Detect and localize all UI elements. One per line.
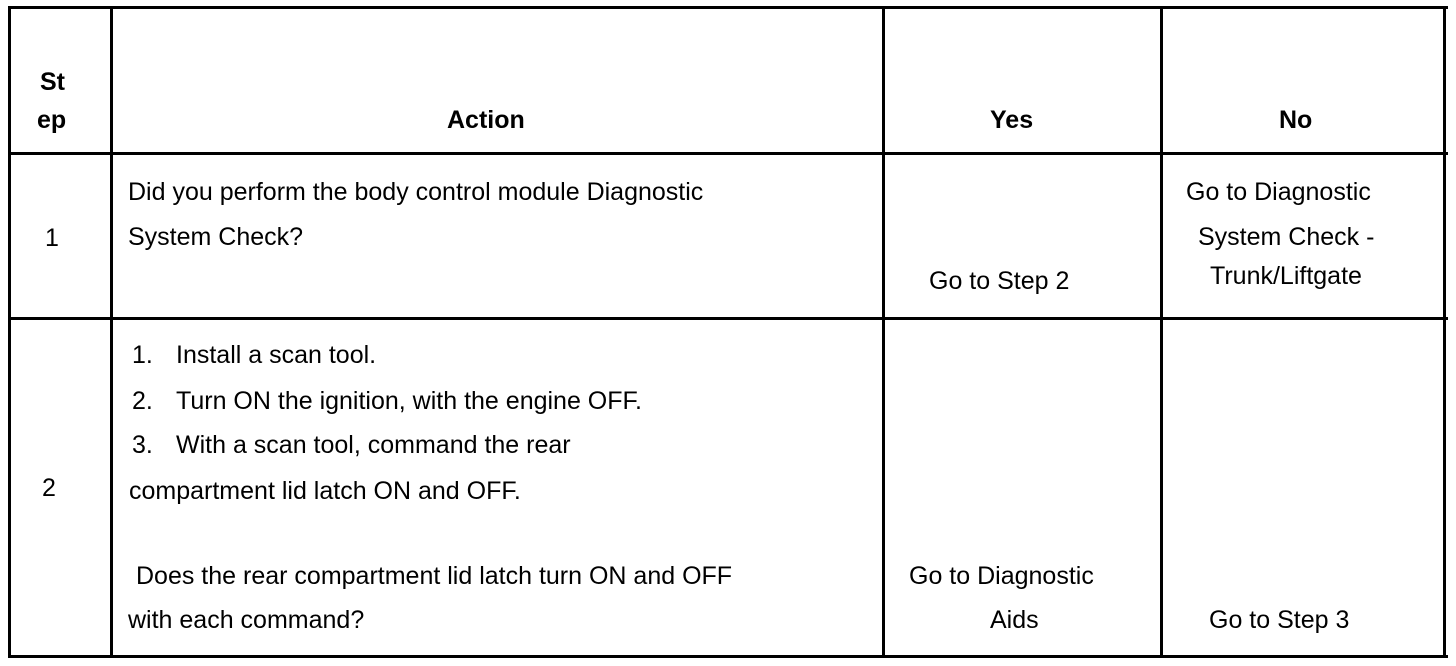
column-divider-yes <box>1160 6 1163 658</box>
header-no: No <box>1279 106 1313 134</box>
row1-action-line2: System Check? <box>128 223 304 251</box>
row2-yes-line1: Go to Diagnostic <box>909 562 1094 590</box>
table-border-top <box>8 6 1448 9</box>
row2-no: Go to Step 3 <box>1209 606 1350 634</box>
row1-no-line2: System Check - <box>1198 223 1375 251</box>
header-action: Action <box>447 106 525 134</box>
row2-item3-number: 3. <box>132 431 153 459</box>
table-border-left <box>8 6 11 658</box>
column-divider-action <box>882 6 885 658</box>
column-divider-step <box>110 6 113 658</box>
row2-item2-text: Turn ON the ignition, with the engine OFF. <box>176 387 642 415</box>
row2-question-line1: Does the rear compartment lid latch turn ON and OFF <box>136 562 733 590</box>
row2-question-line2: with each command? <box>128 606 365 634</box>
row1-yes: Go to Step 2 <box>929 267 1070 295</box>
table-border-right <box>1443 6 1446 658</box>
header-yes: Yes <box>990 106 1034 134</box>
row1-action-line1: Did you perform the body control module Diagnostic <box>128 178 704 206</box>
row2-step: 2 <box>42 474 56 502</box>
row2-item1-text: Install a scan tool. <box>176 341 377 369</box>
row2-item3-text: With a scan tool, command the rear <box>176 431 571 459</box>
header-step-line1: St <box>40 68 65 96</box>
row2-item1-number: 1. <box>132 341 153 369</box>
row2-item2-number: 2. <box>132 387 153 415</box>
header-step-line2: ep <box>37 106 67 134</box>
row2-item3-continuation: compartment lid latch ON and OFF. <box>129 477 521 505</box>
header-divider <box>8 152 1448 155</box>
row1-no-line1: Go to Diagnostic <box>1186 178 1371 206</box>
table-border-bottom <box>8 655 1448 658</box>
row-divider <box>8 317 1448 320</box>
row1-no-line3: Trunk/Liftgate <box>1210 262 1362 290</box>
row1-step: 1 <box>45 224 59 252</box>
row2-yes-line2: Aids <box>990 606 1039 634</box>
